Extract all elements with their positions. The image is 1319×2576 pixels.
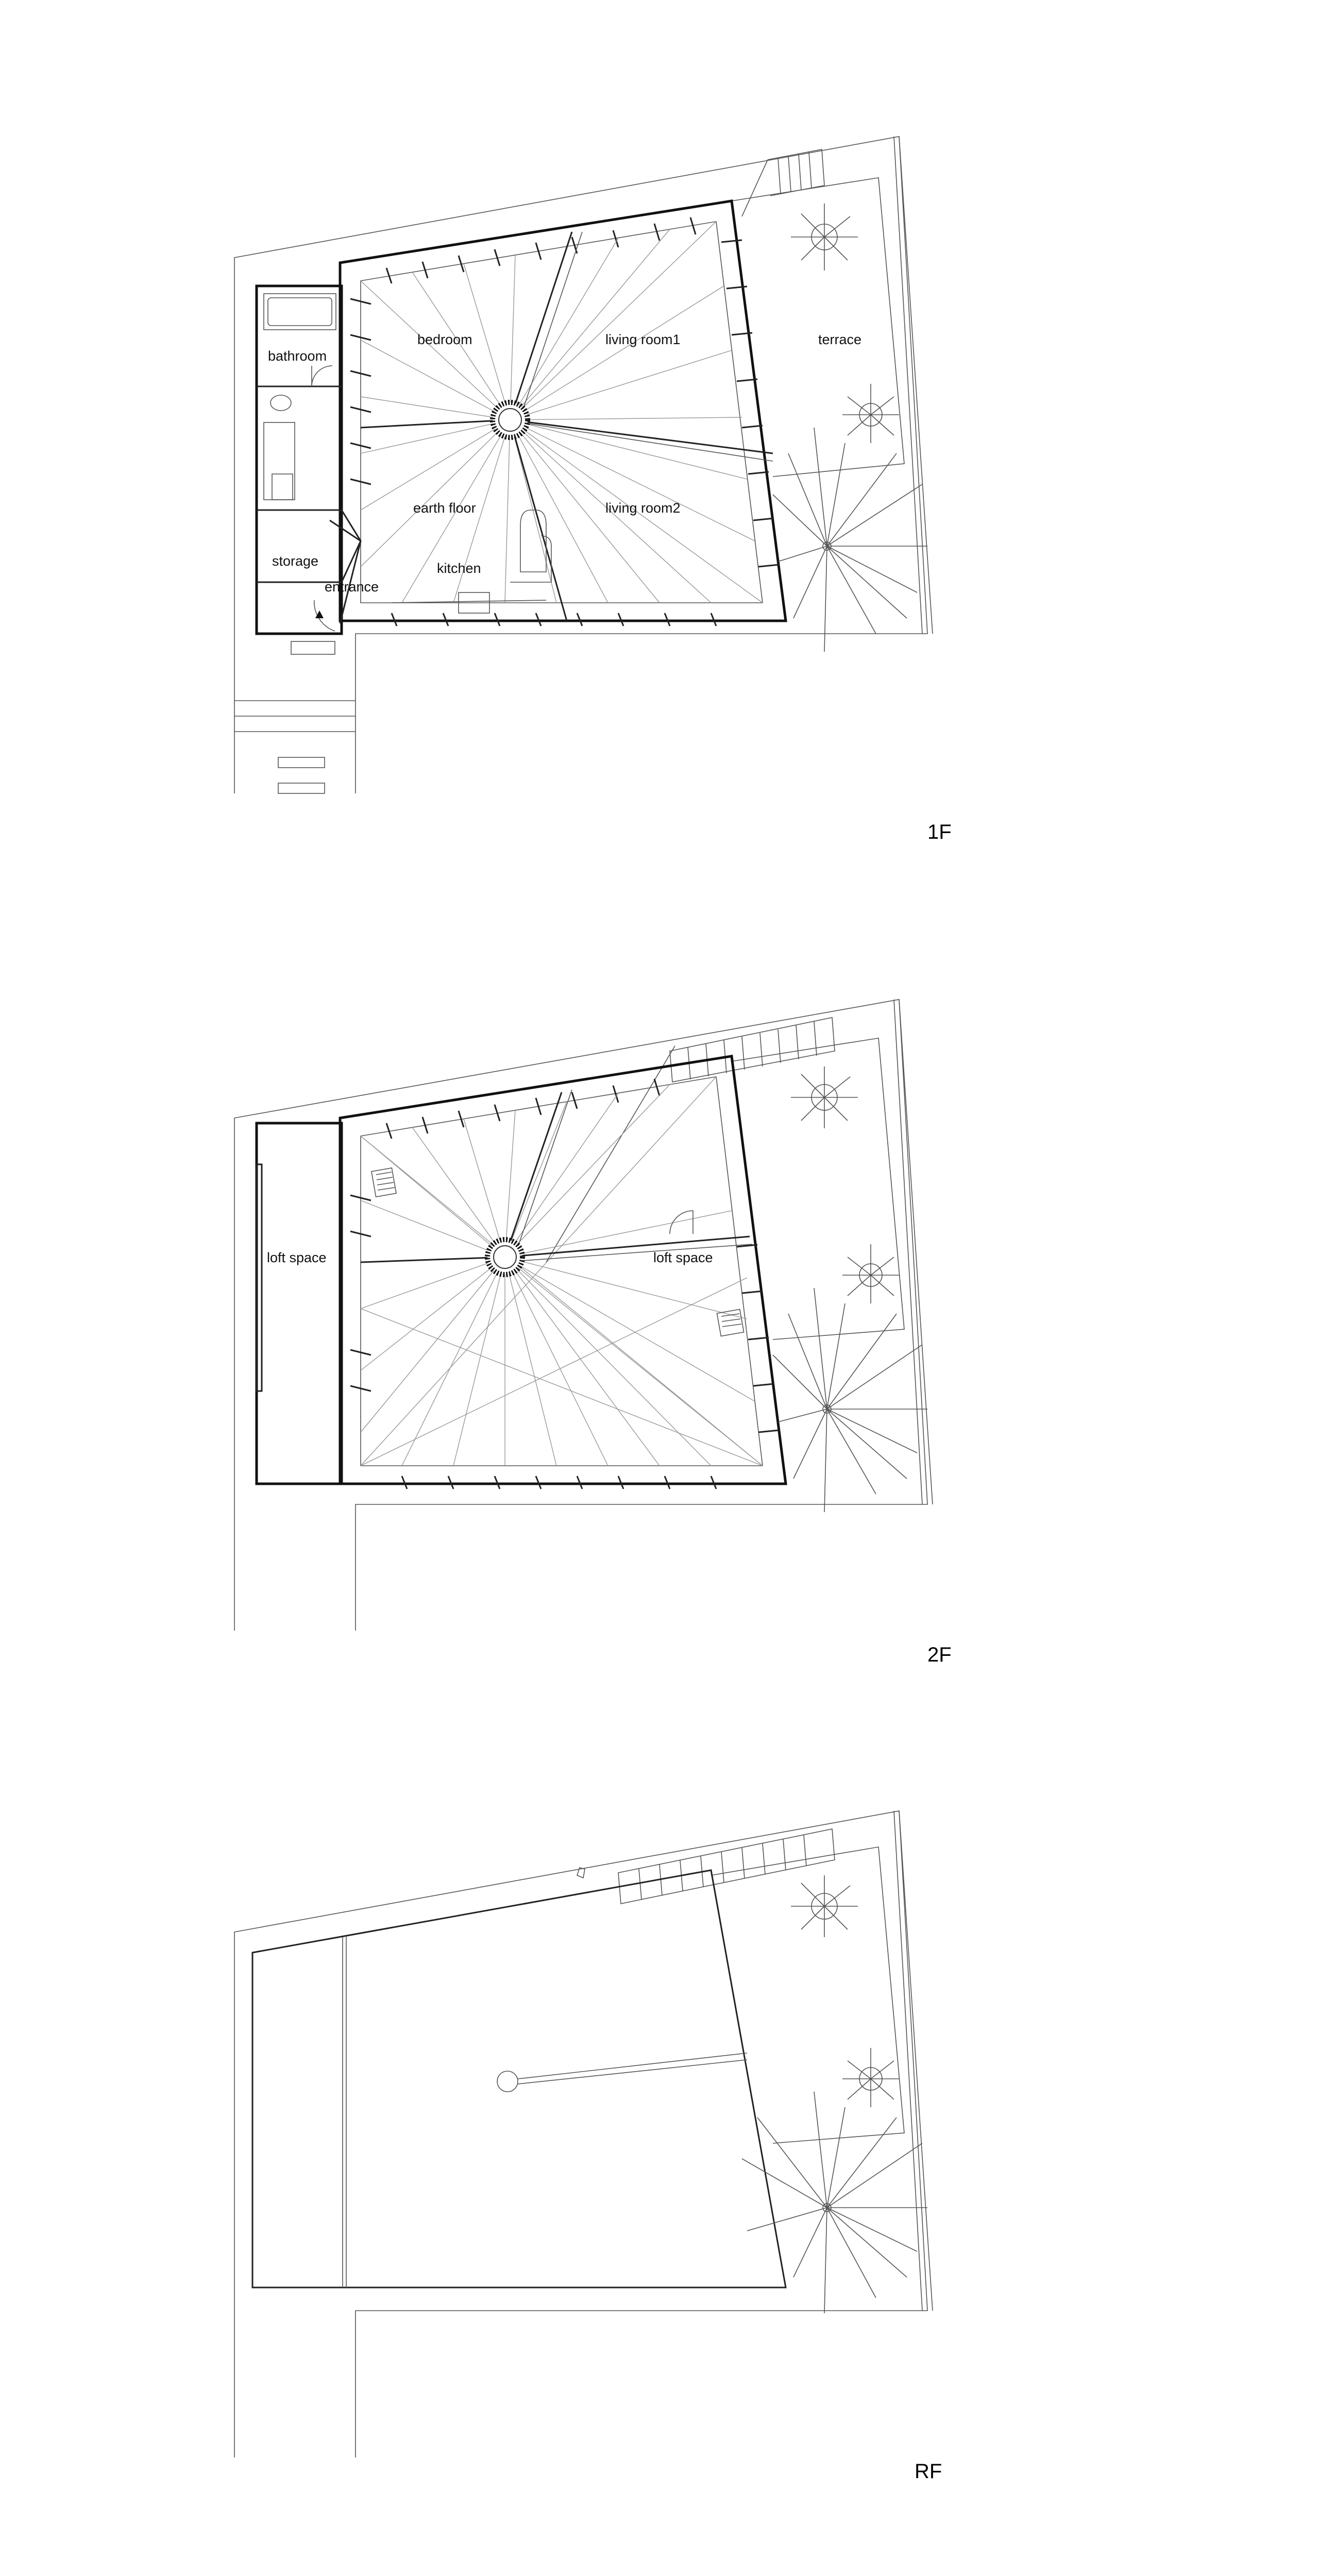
stair-1f xyxy=(742,149,824,216)
loft-block-2f xyxy=(257,1123,342,1484)
site-edge-1f xyxy=(899,137,933,634)
terrace-wall-rf xyxy=(711,1847,904,2143)
main-room-wall-2f xyxy=(340,1056,786,1484)
stair-rf xyxy=(577,1829,835,1904)
tree-rf-b xyxy=(842,2048,899,2107)
terrace-wall-1f xyxy=(732,178,904,477)
service-block-1f xyxy=(257,286,361,654)
roof-ridge-rf xyxy=(497,2053,747,2092)
tree-2f-b xyxy=(842,1244,899,1303)
tree-2f-a xyxy=(791,1066,858,1128)
tree-1f-b xyxy=(842,384,899,443)
floor-label-1f: 1F xyxy=(927,821,952,843)
site-boundary-rf xyxy=(234,1811,927,2458)
tree-1f-a xyxy=(791,204,858,270)
floor-label-2f: 2F xyxy=(927,1643,952,1666)
plan-rf xyxy=(234,1811,942,2483)
room-label-earth-floor: earth floor xyxy=(413,500,476,516)
room-label-living-room1: living room1 xyxy=(605,332,681,347)
approach-path-1f xyxy=(234,701,356,793)
terrace-wall-2f xyxy=(732,1038,904,1340)
window-mullions-1f xyxy=(350,217,779,626)
partitions-2f xyxy=(361,1090,752,1262)
plan-1f xyxy=(234,137,952,843)
room-label-kitchen: kitchen xyxy=(437,561,481,576)
plan-2f xyxy=(234,999,952,1666)
tree-rf-a xyxy=(791,1875,858,1937)
main-room-wall-1f xyxy=(340,201,786,621)
room-label-bathroom: bathroom xyxy=(268,348,327,364)
room-label-loft-space-west: loft space xyxy=(267,1250,327,1265)
room-label-terrace: terrace xyxy=(818,332,862,347)
stair-2f xyxy=(546,1018,835,1262)
room-label-storage: storage xyxy=(272,553,319,569)
radial-rays-2f xyxy=(361,1077,763,1466)
room-label-entrance: entrance xyxy=(325,579,379,595)
central-column-1f xyxy=(493,402,528,437)
partitions-1f xyxy=(361,232,773,621)
site-boundary-2f xyxy=(234,999,927,1631)
radial-rays-1f xyxy=(361,222,763,603)
central-column-2f xyxy=(487,1240,522,1275)
room-label-loft-space-east: loft space xyxy=(653,1250,713,1265)
room-label-living-room2: living room2 xyxy=(605,500,681,516)
room-label-bedroom: bedroom xyxy=(417,332,472,347)
floor-label-rf: RF xyxy=(915,2460,942,2483)
tree-2f-c xyxy=(773,1288,927,1512)
